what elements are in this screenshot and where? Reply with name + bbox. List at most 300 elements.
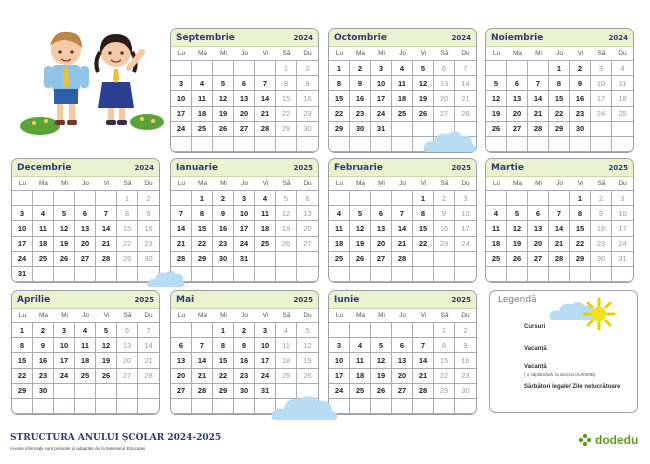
day-cell[interactable]: 2 <box>33 323 54 338</box>
day-cell[interactable]: 18 <box>350 369 371 384</box>
day-cell[interactable]: 12 <box>350 221 371 236</box>
day-cell[interactable]: 29 <box>434 384 455 399</box>
day-cell[interactable]: 28 <box>392 252 413 267</box>
day-cell[interactable]: 30 <box>570 122 591 137</box>
day-cell[interactable]: 29 <box>549 122 570 137</box>
day-cell[interactable]: 8 <box>117 206 138 221</box>
day-cell[interactable]: 14 <box>392 221 413 236</box>
day-cell[interactable]: 18 <box>192 107 213 122</box>
day-cell[interactable]: 12 <box>54 221 75 236</box>
day-cell[interactable]: 3 <box>329 338 350 353</box>
day-cell[interactable]: 5 <box>54 206 75 221</box>
day-cell[interactable]: 30 <box>138 252 159 267</box>
day-cell[interactable]: 14 <box>255 91 276 106</box>
day-cell[interactable]: 5 <box>507 206 528 221</box>
day-cell[interactable]: 28 <box>171 252 192 267</box>
day-cell[interactable]: 25 <box>192 122 213 137</box>
day-cell[interactable]: 3 <box>612 191 633 206</box>
day-cell[interactable]: 10 <box>612 206 633 221</box>
day-cell[interactable]: 27 <box>507 122 528 137</box>
day-cell[interactable]: 17 <box>455 221 476 236</box>
day-cell[interactable]: 5 <box>413 61 434 76</box>
day-cell[interactable]: 7 <box>455 61 476 76</box>
day-cell[interactable]: 18 <box>276 353 297 368</box>
day-cell[interactable]: 28 <box>192 384 213 399</box>
day-cell[interactable]: 10 <box>255 338 276 353</box>
day-cell[interactable]: 25 <box>486 252 507 267</box>
day-cell[interactable]: 13 <box>297 206 318 221</box>
day-cell[interactable]: 27 <box>434 107 455 122</box>
day-cell[interactable]: 9 <box>297 76 318 91</box>
day-cell[interactable]: 23 <box>570 107 591 122</box>
day-cell[interactable]: 17 <box>329 369 350 384</box>
day-cell[interactable]: 3 <box>12 206 33 221</box>
day-cell[interactable]: 3 <box>234 191 255 206</box>
day-cell[interactable]: 30 <box>455 384 476 399</box>
day-cell[interactable]: 20 <box>75 237 96 252</box>
day-cell[interactable]: 8 <box>213 338 234 353</box>
day-cell[interactable]: 3 <box>255 323 276 338</box>
day-cell[interactable]: 24 <box>12 252 33 267</box>
day-cell[interactable]: 10 <box>371 76 392 91</box>
day-cell[interactable]: 29 <box>117 252 138 267</box>
day-cell[interactable]: 4 <box>33 206 54 221</box>
day-cell[interactable]: 3 <box>171 76 192 91</box>
day-cell[interactable]: 27 <box>75 252 96 267</box>
day-cell[interactable]: 17 <box>54 353 75 368</box>
day-cell[interactable]: 14 <box>138 338 159 353</box>
day-cell[interactable]: 8 <box>276 76 297 91</box>
day-cell[interactable]: 27 <box>392 384 413 399</box>
day-cell[interactable]: 19 <box>213 107 234 122</box>
day-cell[interactable]: 5 <box>213 76 234 91</box>
day-cell[interactable]: 1 <box>192 191 213 206</box>
day-cell[interactable]: 10 <box>591 76 612 91</box>
day-cell[interactable]: 12 <box>371 353 392 368</box>
day-cell[interactable]: 9 <box>434 206 455 221</box>
day-cell[interactable]: 14 <box>549 221 570 236</box>
day-cell[interactable]: 20 <box>434 91 455 106</box>
day-cell[interactable]: 13 <box>528 221 549 236</box>
day-cell[interactable]: 3 <box>591 61 612 76</box>
day-cell[interactable]: 13 <box>507 91 528 106</box>
day-cell[interactable]: 6 <box>371 206 392 221</box>
day-cell[interactable]: 31 <box>612 252 633 267</box>
day-cell[interactable]: 15 <box>192 221 213 236</box>
day-cell[interactable]: 25 <box>350 384 371 399</box>
day-cell[interactable]: 22 <box>12 369 33 384</box>
day-cell[interactable]: 20 <box>171 369 192 384</box>
day-cell[interactable]: 14 <box>413 353 434 368</box>
day-cell[interactable]: 5 <box>297 323 318 338</box>
day-cell[interactable]: 19 <box>507 237 528 252</box>
day-cell[interactable]: 20 <box>371 237 392 252</box>
day-cell[interactable]: 7 <box>138 323 159 338</box>
day-cell[interactable]: 2 <box>591 191 612 206</box>
day-cell[interactable]: 11 <box>192 91 213 106</box>
day-cell[interactable]: 17 <box>171 107 192 122</box>
day-cell[interactable]: 24 <box>255 369 276 384</box>
day-cell[interactable]: 24 <box>371 107 392 122</box>
day-cell[interactable]: 27 <box>371 252 392 267</box>
day-cell[interactable]: 2 <box>138 191 159 206</box>
day-cell[interactable]: 9 <box>591 206 612 221</box>
day-cell[interactable]: 26 <box>213 122 234 137</box>
day-cell[interactable]: 1 <box>434 323 455 338</box>
day-cell[interactable]: 23 <box>350 107 371 122</box>
day-cell[interactable]: 7 <box>549 206 570 221</box>
day-cell[interactable]: 23 <box>234 369 255 384</box>
day-cell[interactable]: 29 <box>12 384 33 399</box>
day-cell[interactable]: 26 <box>350 252 371 267</box>
day-cell[interactable]: 12 <box>413 76 434 91</box>
day-cell[interactable]: 25 <box>392 107 413 122</box>
day-cell[interactable]: 8 <box>413 206 434 221</box>
day-cell[interactable]: 16 <box>213 221 234 236</box>
day-cell[interactable]: 28 <box>455 107 476 122</box>
day-cell[interactable]: 8 <box>549 76 570 91</box>
day-cell[interactable]: 7 <box>192 338 213 353</box>
day-cell[interactable]: 30 <box>350 122 371 137</box>
day-cell[interactable]: 1 <box>276 61 297 76</box>
day-cell[interactable]: 15 <box>117 221 138 236</box>
day-cell[interactable]: 14 <box>171 221 192 236</box>
brand-logo[interactable] <box>578 433 638 447</box>
day-cell[interactable]: 12 <box>297 338 318 353</box>
day-cell[interactable]: 20 <box>528 237 549 252</box>
day-cell[interactable]: 28 <box>549 252 570 267</box>
day-cell[interactable]: 7 <box>392 206 413 221</box>
day-cell[interactable]: 25 <box>33 252 54 267</box>
day-cell[interactable]: 10 <box>234 206 255 221</box>
day-cell[interactable]: 4 <box>486 206 507 221</box>
day-cell[interactable]: 4 <box>350 338 371 353</box>
day-cell[interactable]: 27 <box>528 252 549 267</box>
day-cell[interactable]: 25 <box>75 369 96 384</box>
day-cell[interactable]: 8 <box>570 206 591 221</box>
day-cell[interactable]: 18 <box>486 237 507 252</box>
day-cell[interactable]: 21 <box>528 107 549 122</box>
day-cell[interactable]: 13 <box>75 221 96 236</box>
day-cell[interactable]: 29 <box>329 122 350 137</box>
day-cell[interactable]: 21 <box>392 237 413 252</box>
day-cell[interactable]: 26 <box>276 237 297 252</box>
day-cell[interactable]: 23 <box>591 237 612 252</box>
day-cell[interactable]: 28 <box>528 122 549 137</box>
day-cell[interactable]: 19 <box>371 369 392 384</box>
day-cell[interactable]: 24 <box>54 369 75 384</box>
day-cell[interactable]: 23 <box>138 237 159 252</box>
day-cell[interactable]: 10 <box>455 206 476 221</box>
day-cell[interactable]: 22 <box>434 369 455 384</box>
day-cell[interactable]: 20 <box>234 107 255 122</box>
day-cell[interactable]: 29 <box>570 252 591 267</box>
day-cell[interactable]: 10 <box>54 338 75 353</box>
day-cell[interactable]: 4 <box>392 61 413 76</box>
day-cell[interactable]: 16 <box>138 221 159 236</box>
day-cell[interactable]: 11 <box>75 338 96 353</box>
day-cell[interactable]: 22 <box>413 237 434 252</box>
day-cell[interactable]: 1 <box>570 191 591 206</box>
day-cell[interactable]: 30 <box>213 252 234 267</box>
day-cell[interactable]: 5 <box>371 338 392 353</box>
day-cell[interactable]: 30 <box>297 122 318 137</box>
day-cell[interactable]: 31 <box>12 267 33 282</box>
day-cell[interactable]: 12 <box>276 206 297 221</box>
day-cell[interactable]: 12 <box>486 91 507 106</box>
day-cell[interactable]: 25 <box>329 252 350 267</box>
day-cell[interactable]: 6 <box>117 323 138 338</box>
day-cell[interactable]: 9 <box>570 76 591 91</box>
day-cell[interactable]: 16 <box>455 353 476 368</box>
day-cell[interactable]: 15 <box>329 91 350 106</box>
day-cell[interactable]: 19 <box>96 353 117 368</box>
day-cell[interactable]: 9 <box>455 338 476 353</box>
day-cell[interactable]: 18 <box>612 91 633 106</box>
day-cell[interactable]: 18 <box>392 91 413 106</box>
day-cell[interactable]: 19 <box>54 237 75 252</box>
day-cell[interactable]: 21 <box>549 237 570 252</box>
day-cell[interactable]: 7 <box>255 76 276 91</box>
day-cell[interactable]: 21 <box>138 353 159 368</box>
day-cell[interactable]: 28 <box>96 252 117 267</box>
day-cell[interactable]: 27 <box>117 369 138 384</box>
day-cell[interactable]: 25 <box>612 107 633 122</box>
day-cell[interactable]: 4 <box>255 191 276 206</box>
day-cell[interactable]: 22 <box>276 107 297 122</box>
day-cell[interactable]: 4 <box>276 323 297 338</box>
day-cell[interactable]: 22 <box>213 369 234 384</box>
day-cell[interactable]: 1 <box>549 61 570 76</box>
day-cell[interactable]: 24 <box>171 122 192 137</box>
day-cell[interactable]: 20 <box>392 369 413 384</box>
day-cell[interactable]: 26 <box>371 384 392 399</box>
day-cell[interactable]: 29 <box>192 252 213 267</box>
day-cell[interactable]: 12 <box>507 221 528 236</box>
day-cell[interactable]: 1 <box>117 191 138 206</box>
day-cell[interactable]: 16 <box>350 91 371 106</box>
day-cell[interactable]: 4 <box>75 323 96 338</box>
day-cell[interactable]: 30 <box>234 384 255 399</box>
day-cell[interactable]: 19 <box>276 221 297 236</box>
day-cell[interactable]: 31 <box>234 252 255 267</box>
day-cell[interactable]: 6 <box>392 338 413 353</box>
day-cell[interactable]: 6 <box>434 61 455 76</box>
day-cell[interactable]: 26 <box>486 122 507 137</box>
day-cell[interactable]: 16 <box>33 353 54 368</box>
day-cell[interactable]: 13 <box>434 76 455 91</box>
day-cell[interactable]: 26 <box>96 369 117 384</box>
day-cell[interactable]: 28 <box>413 384 434 399</box>
day-cell[interactable]: 13 <box>171 353 192 368</box>
day-cell[interactable]: 23 <box>455 369 476 384</box>
day-cell[interactable]: 1 <box>12 323 33 338</box>
day-cell[interactable]: 11 <box>33 221 54 236</box>
day-cell[interactable]: 15 <box>434 353 455 368</box>
day-cell[interactable]: 19 <box>413 91 434 106</box>
day-cell[interactable]: 16 <box>570 91 591 106</box>
day-cell[interactable]: 18 <box>329 237 350 252</box>
day-cell[interactable]: 10 <box>329 353 350 368</box>
day-cell[interactable]: 15 <box>413 221 434 236</box>
day-cell[interactable]: 22 <box>329 107 350 122</box>
day-cell[interactable]: 28 <box>138 369 159 384</box>
day-cell[interactable]: 11 <box>392 76 413 91</box>
day-cell[interactable]: 13 <box>392 353 413 368</box>
day-cell[interactable]: 8 <box>12 338 33 353</box>
day-cell[interactable]: 23 <box>434 237 455 252</box>
day-cell[interactable]: 20 <box>297 221 318 236</box>
day-cell[interactable]: 28 <box>255 122 276 137</box>
day-cell[interactable]: 27 <box>234 122 255 137</box>
day-cell[interactable]: 11 <box>486 221 507 236</box>
day-cell[interactable]: 5 <box>486 76 507 91</box>
day-cell[interactable]: 25 <box>255 237 276 252</box>
day-cell[interactable]: 6 <box>75 206 96 221</box>
day-cell[interactable]: 6 <box>234 76 255 91</box>
day-cell[interactable]: 23 <box>213 237 234 252</box>
day-cell[interactable]: 26 <box>507 252 528 267</box>
day-cell[interactable]: 15 <box>276 91 297 106</box>
day-cell[interactable]: 26 <box>54 252 75 267</box>
day-cell[interactable]: 5 <box>276 191 297 206</box>
day-cell[interactable]: 7 <box>96 206 117 221</box>
day-cell[interactable]: 16 <box>591 221 612 236</box>
day-cell[interactable]: 3 <box>455 191 476 206</box>
day-cell[interactable]: 12 <box>96 338 117 353</box>
day-cell[interactable]: 21 <box>413 369 434 384</box>
day-cell[interactable]: 15 <box>570 221 591 236</box>
day-cell[interactable]: 16 <box>434 221 455 236</box>
day-cell[interactable]: 17 <box>255 353 276 368</box>
day-cell[interactable]: 2 <box>234 323 255 338</box>
day-cell[interactable]: 7 <box>528 76 549 91</box>
day-cell[interactable]: 17 <box>591 91 612 106</box>
day-cell[interactable]: 21 <box>255 107 276 122</box>
day-cell[interactable]: 17 <box>12 237 33 252</box>
day-cell[interactable]: 4 <box>192 76 213 91</box>
day-cell[interactable]: 5 <box>350 206 371 221</box>
day-cell[interactable]: 21 <box>171 237 192 252</box>
day-cell[interactable]: 25 <box>276 369 297 384</box>
day-cell[interactable]: 22 <box>549 107 570 122</box>
day-cell[interactable]: 23 <box>33 369 54 384</box>
day-cell[interactable]: 18 <box>255 221 276 236</box>
day-cell[interactable]: 8 <box>434 338 455 353</box>
day-cell[interactable]: 17 <box>234 221 255 236</box>
day-cell[interactable]: 24 <box>591 107 612 122</box>
day-cell[interactable]: 11 <box>350 353 371 368</box>
day-cell[interactable]: 21 <box>96 237 117 252</box>
day-cell[interactable]: 11 <box>276 338 297 353</box>
day-cell[interactable]: 19 <box>350 237 371 252</box>
day-cell[interactable]: 31 <box>371 122 392 137</box>
day-cell[interactable]: 2 <box>570 61 591 76</box>
day-cell[interactable]: 10 <box>171 91 192 106</box>
day-cell[interactable]: 3 <box>54 323 75 338</box>
day-cell[interactable]: 6 <box>171 338 192 353</box>
day-cell[interactable]: 9 <box>350 76 371 91</box>
day-cell[interactable]: 23 <box>297 107 318 122</box>
day-cell[interactable]: 1 <box>413 191 434 206</box>
day-cell[interactable]: 9 <box>213 206 234 221</box>
day-cell[interactable]: 13 <box>117 338 138 353</box>
day-cell[interactable]: 26 <box>413 107 434 122</box>
day-cell[interactable]: 1 <box>329 61 350 76</box>
day-cell[interactable]: 15 <box>12 353 33 368</box>
day-cell[interactable]: 11 <box>329 221 350 236</box>
day-cell[interactable]: 11 <box>255 206 276 221</box>
day-cell[interactable]: 22 <box>192 237 213 252</box>
day-cell[interactable]: 18 <box>33 237 54 252</box>
day-cell[interactable]: 30 <box>591 252 612 267</box>
day-cell[interactable]: 19 <box>486 107 507 122</box>
day-cell[interactable]: 14 <box>455 76 476 91</box>
day-cell[interactable]: 6 <box>528 206 549 221</box>
day-cell[interactable]: 2 <box>297 61 318 76</box>
day-cell[interactable]: 20 <box>507 107 528 122</box>
day-cell[interactable]: 4 <box>329 206 350 221</box>
day-cell[interactable]: 13 <box>234 91 255 106</box>
day-cell[interactable]: 8 <box>329 76 350 91</box>
day-cell[interactable]: 13 <box>371 221 392 236</box>
day-cell[interactable]: 22 <box>570 237 591 252</box>
day-cell[interactable]: 14 <box>528 91 549 106</box>
day-cell[interactable]: 4 <box>612 61 633 76</box>
day-cell[interactable]: 10 <box>12 221 33 236</box>
day-cell[interactable]: 21 <box>455 91 476 106</box>
day-cell[interactable]: 29 <box>213 384 234 399</box>
day-cell[interactable]: 24 <box>329 384 350 399</box>
day-cell[interactable]: 16 <box>297 91 318 106</box>
day-cell[interactable]: 3 <box>371 61 392 76</box>
day-cell[interactable]: 12 <box>213 91 234 106</box>
day-cell[interactable]: 19 <box>297 353 318 368</box>
day-cell[interactable]: 24 <box>234 237 255 252</box>
day-cell[interactable]: 6 <box>507 76 528 91</box>
day-cell[interactable]: 6 <box>297 191 318 206</box>
day-cell[interactable]: 21 <box>192 369 213 384</box>
day-cell[interactable]: 7 <box>171 206 192 221</box>
day-cell[interactable]: 31 <box>255 384 276 399</box>
day-cell[interactable]: 20 <box>117 353 138 368</box>
day-cell[interactable]: 2 <box>350 61 371 76</box>
day-cell[interactable]: 17 <box>612 221 633 236</box>
day-cell[interactable]: 9 <box>234 338 255 353</box>
day-cell[interactable]: 27 <box>171 384 192 399</box>
day-cell[interactable]: 29 <box>276 122 297 137</box>
day-cell[interactable]: 15 <box>213 353 234 368</box>
day-cell[interactable]: 1 <box>213 323 234 338</box>
day-cell[interactable]: 15 <box>549 91 570 106</box>
day-cell[interactable]: 8 <box>192 206 213 221</box>
day-cell[interactable]: 7 <box>413 338 434 353</box>
day-cell[interactable]: 2 <box>213 191 234 206</box>
day-cell[interactable]: 5 <box>96 323 117 338</box>
day-cell[interactable]: 14 <box>192 353 213 368</box>
day-cell[interactable]: 24 <box>612 237 633 252</box>
day-cell[interactable]: 17 <box>371 91 392 106</box>
day-cell[interactable]: 2 <box>434 191 455 206</box>
day-cell[interactable]: 14 <box>96 221 117 236</box>
day-cell[interactable]: 11 <box>612 76 633 91</box>
day-cell[interactable]: 16 <box>234 353 255 368</box>
day-cell[interactable]: 24 <box>455 237 476 252</box>
day-cell[interactable]: 9 <box>33 338 54 353</box>
day-cell[interactable]: 30 <box>33 384 54 399</box>
day-cell[interactable]: 26 <box>297 369 318 384</box>
day-cell[interactable]: 27 <box>297 237 318 252</box>
